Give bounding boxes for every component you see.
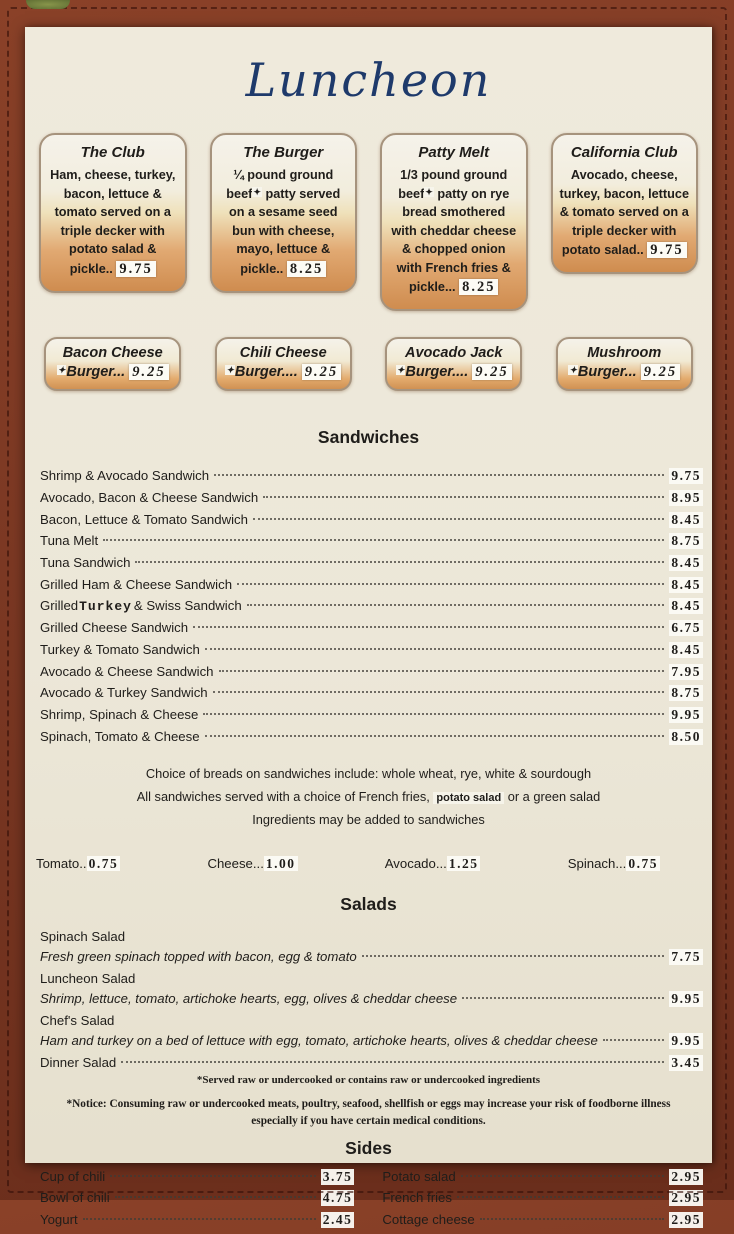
dotted-leader — [457, 1196, 664, 1198]
card-the-burger — [210, 133, 358, 293]
salad-description: Shrimp, lettuce, tomato, artichoke hearts, egg, olives & cheddar cheese — [40, 991, 458, 1007]
dotted-leader — [219, 670, 665, 672]
menu-page — [25, 27, 712, 1228]
menu-item-row — [40, 729, 703, 751]
dotted-leader — [263, 496, 664, 498]
addons-row — [25, 856, 712, 872]
card-price-line: ✦Burger... 9.25 — [564, 364, 685, 381]
item-price: 9.95 — [671, 1033, 701, 1049]
dotted-leader — [135, 561, 664, 563]
item-name: Yogurt — [40, 1212, 78, 1228]
card-description: ¼ pound ground beef✦ patty served on a sesame seed bun with cheese, mayo, lettuce & pickle.. 8.25 — [226, 168, 341, 277]
menu-item-row — [382, 1212, 703, 1234]
item-name: Grilled Cheese Sandwich — [40, 620, 189, 636]
raw-ingredients-note: *Served raw or undercooked or contains raw or undercooked ingredients — [196, 1073, 541, 1086]
item-price: 8.45 — [671, 641, 701, 657]
item-name: GrilledTurkey & Swiss Sandwich — [40, 598, 242, 615]
dotted-leader — [110, 1175, 315, 1177]
note-sides: All sandwiches served with a choice of French fries, potato salad or a green salad — [136, 789, 601, 805]
item-name: Grilled Ham & Cheese Sandwich — [40, 576, 233, 592]
item-price: 9.75 — [671, 468, 701, 484]
item-price: 2.95 — [671, 1212, 701, 1228]
card-title: The Club — [80, 144, 145, 161]
undercooked-mark-icon: ✦ — [226, 365, 234, 376]
addon-price: 1.25 — [448, 855, 479, 871]
item-name: Avocado, Bacon & Cheese Sandwich — [40, 490, 259, 506]
featured-cards-row — [25, 113, 712, 311]
price-sticker: 9.25 — [641, 364, 680, 380]
sides-right-column — [382, 1169, 703, 1234]
card-title: Chili Cheese — [239, 345, 327, 362]
card-title: Patty Melt — [418, 144, 490, 161]
price-sticker: 9.75 — [647, 242, 686, 258]
dotted-leader — [213, 691, 665, 693]
item-price: 8.45 — [671, 598, 701, 614]
card-mushroom-burger — [556, 337, 693, 391]
card-description: 1/3 pound ground beef✦ patty on rye bread smothered with cheddar cheese & chopped onion with French fries & pickle... 8.25 — [391, 168, 517, 296]
item-name: Avocado & Turkey Sandwich — [40, 685, 208, 701]
item-name: Shrimp & Avocado Sandwich — [40, 468, 210, 484]
salad-desc-row — [40, 949, 703, 971]
menu-item-row — [40, 533, 703, 555]
card-california-club — [551, 133, 699, 274]
item-price: 4.75 — [322, 1190, 353, 1206]
item-name: Tuna Melt — [40, 533, 99, 549]
dotted-leader — [193, 626, 664, 628]
undercooked-mark-icon: ✦ — [425, 186, 433, 197]
card-title: The Burger — [243, 144, 324, 161]
dotted-leader — [203, 713, 664, 715]
salad-name: Spinach Salad — [40, 928, 126, 944]
dotted-leader — [253, 518, 664, 520]
item-name: Dinner Salad — [40, 1055, 117, 1071]
item-name: Shrimp, Spinach & Cheese — [40, 706, 199, 722]
item-price: 2.95 — [671, 1190, 701, 1206]
item-name: French fries — [382, 1190, 452, 1206]
section-heading-salads: Salads — [340, 893, 397, 914]
menu-item-row — [40, 1169, 354, 1191]
burger-cards-row — [25, 337, 712, 391]
card-price-line: ✦Burger.... 9.25 — [223, 364, 344, 381]
item-name: Tuna Sandwich — [40, 555, 131, 571]
dotted-leader — [103, 539, 664, 541]
card-price-line: ✦Burger... 9.25 — [52, 364, 173, 381]
item-name: Turkey & Tomato Sandwich — [40, 641, 200, 657]
item-price: 8.95 — [671, 490, 701, 506]
dotted-leader — [205, 648, 665, 650]
item-price: 8.45 — [671, 576, 701, 592]
salad-desc-row — [40, 991, 703, 1013]
note-breads: Choice of breads on sandwiches include: whole wheat, rye, white & sourdough — [145, 766, 592, 782]
item-price: 7.75 — [671, 949, 701, 965]
item-price: 3.75 — [322, 1168, 353, 1184]
item-name: Potato salad — [382, 1168, 456, 1184]
salads-list — [25, 915, 712, 1077]
undercooked-mark-icon: ✦ — [396, 365, 405, 376]
menu-item-row — [40, 468, 703, 490]
menu-item-row — [382, 1190, 703, 1212]
dotted-leader — [205, 735, 665, 737]
card-description: Avocado, cheese, turkey, bacon, lettuce & tomato served on a triple decker with potato salad.. 9.75 — [559, 168, 689, 259]
menu-item-row — [40, 598, 703, 620]
card-price-line: ✦Burger.... 9.25 — [393, 364, 514, 381]
dotted-leader — [603, 1039, 665, 1041]
item-price: 8.45 — [671, 555, 701, 571]
sandwich-notes — [25, 763, 712, 831]
section-heading-sandwiches: Sandwiches — [317, 427, 420, 448]
menu-item-row — [40, 1212, 354, 1234]
menu-item-row — [40, 685, 703, 707]
item-name: Avocado & Cheese Sandwich — [40, 663, 214, 679]
dotted-leader — [115, 1196, 316, 1198]
sides-list — [25, 1159, 712, 1234]
menu-item-row — [40, 555, 703, 577]
card-title: California Club — [570, 144, 678, 161]
salad-name: Luncheon Salad — [40, 970, 136, 986]
addon-price: 0.75 — [88, 855, 119, 871]
item-name: Cup of chili — [40, 1168, 106, 1184]
item-name: Bacon, Lettuce & Tomato Sandwich — [40, 511, 248, 527]
dotted-leader — [462, 997, 664, 999]
menu-item-row — [40, 490, 703, 512]
card-description: Ham, cheese, turkey, bacon, lettuce & tomato served on a triple decker with potato salad & pickle.. 9.75 — [50, 168, 176, 277]
card-title: Bacon Cheese — [62, 345, 163, 362]
item-price: 7.95 — [671, 663, 701, 679]
item-price: 8.75 — [671, 533, 701, 549]
menu-item-row — [40, 620, 703, 642]
card-title: Avocado Jack — [404, 345, 503, 362]
addon-price: 1.00 — [265, 855, 296, 871]
section-heading-sides: Sides — [345, 1137, 392, 1158]
dotted-leader — [480, 1218, 665, 1220]
item-price: 9.95 — [671, 706, 701, 722]
sandwiches-list — [25, 448, 712, 750]
menu-item-row — [40, 642, 703, 664]
item-name: Bowl of chili — [40, 1190, 110, 1206]
price-sticker: 8.25 — [287, 261, 326, 277]
note-ingredients: Ingredients may be added to sandwiches — [252, 811, 485, 827]
salad-desc-row — [40, 1033, 703, 1055]
addon-tomato: Tomato.. 0.75 — [36, 855, 119, 871]
item-price: 3.45 — [671, 1055, 701, 1071]
card-title: Mushroom — [587, 345, 662, 362]
card-avocado-jack-burger — [385, 337, 522, 391]
card-bacon-cheese-burger — [44, 337, 181, 391]
item-price: 8.75 — [671, 685, 701, 701]
menu-item-row — [40, 577, 703, 599]
dotted-leader — [247, 604, 665, 606]
item-price: 9.95 — [671, 991, 701, 1007]
health-notice: *Notice: Consuming raw or undercooked meats, poultry, seafood, shellfish or eggs may increase your risk of foodborne illness especially if you have certain medical conditions. — [66, 1097, 671, 1127]
addon-cheese: Cheese... 1.00 — [207, 855, 296, 871]
card-chili-cheese-burger — [215, 337, 352, 391]
salad-description: Ham and turkey on a bed of lettuce with egg, tomato, artichoke hearts, olives & cheddar cheese — [40, 1033, 598, 1049]
price-sticker: 8.25 — [459, 279, 498, 295]
menu-item-row — [382, 1169, 703, 1191]
dotted-leader — [121, 1061, 664, 1063]
item-price: 2.95 — [671, 1168, 701, 1184]
salad-description: Fresh green spinach topped with bacon, egg & tomato — [40, 949, 357, 965]
dotted-leader — [83, 1218, 316, 1220]
price-sticker: 9.75 — [116, 261, 155, 277]
item-name: Spinach, Tomato & Cheese — [40, 728, 200, 744]
addon-spinach: Spinach... 0.75 — [567, 855, 658, 871]
undercooked-mark-icon: ✦ — [569, 365, 577, 376]
pasted-correction-text: Turkey — [79, 599, 132, 615]
undercooked-mark-icon: ✦ — [57, 365, 66, 376]
undercooked-mark-icon: ✦ — [253, 186, 261, 197]
sides-left-column — [40, 1169, 354, 1234]
background-plant — [26, 0, 70, 9]
item-name: Cottage cheese — [382, 1212, 475, 1228]
card-the-club — [39, 133, 187, 293]
card-patty-melt — [380, 133, 528, 311]
menu-item-row — [40, 1190, 354, 1212]
dotted-leader — [237, 583, 664, 585]
price-sticker: 9.25 — [472, 364, 511, 380]
addon-price: 0.75 — [628, 855, 658, 871]
menu-item-row — [40, 512, 703, 534]
dotted-leader — [362, 955, 665, 957]
price-sticker: 9.25 — [129, 364, 168, 380]
menu-item-row — [40, 707, 703, 729]
salad-name: Chef's Salad — [40, 1012, 115, 1028]
menu-item-row — [40, 664, 703, 686]
dotted-leader — [214, 474, 664, 476]
dotted-leader — [461, 1175, 665, 1177]
item-price: 8.45 — [671, 511, 701, 527]
price-sticker: 9.25 — [302, 364, 341, 380]
item-price: 8.50 — [671, 728, 701, 744]
page-title: Luncheon — [245, 53, 492, 107]
addon-avocado: Avocado... 1.25 — [384, 855, 479, 871]
pasted-correction-text: potato salad — [433, 792, 504, 804]
item-price: 6.75 — [671, 620, 701, 636]
item-price: 2.45 — [322, 1212, 353, 1228]
